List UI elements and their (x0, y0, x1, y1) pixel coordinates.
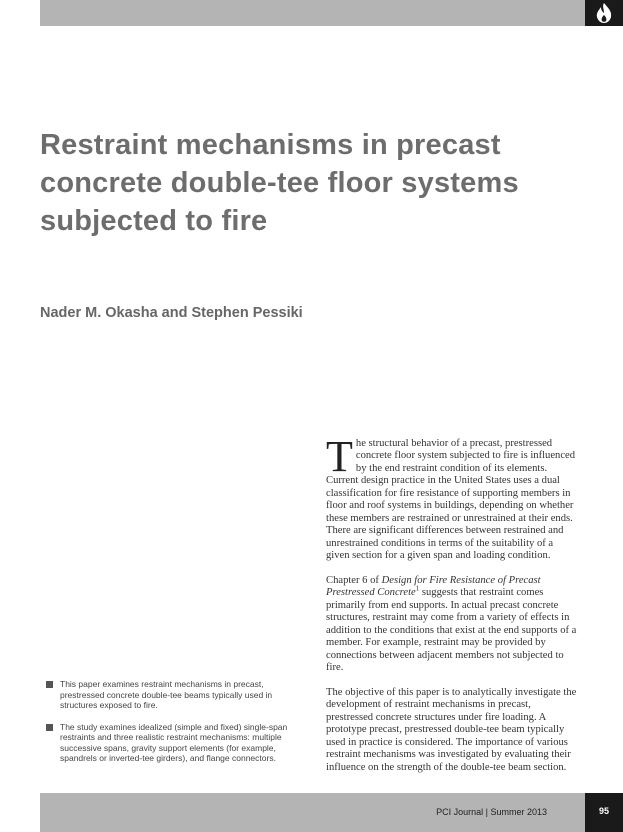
bullet-square-icon (46, 724, 53, 731)
reference-marker: 1 (415, 584, 420, 593)
footer-band (40, 793, 585, 832)
chapter-text-before: Chapter 6 of (326, 574, 382, 586)
footer-journal: PCI Journal | Summer 2013 (436, 807, 547, 817)
summary-bullet (46, 679, 308, 711)
summary-bullet-text: This paper examines restraint mechanisms in precast, prestressed concrete double-tee beams typically used in structures exposed to fire. (60, 679, 273, 710)
flame-icon (585, 0, 623, 26)
summary-bullet-text: The study examines idealized (simple and fixed) single-span restraints and three realistic restraint mechanisms: multiple successive spans, gravity support elements (for example, spandrels or inverted-tee girders), and flange connectors. (60, 721, 288, 763)
article-title: Restraint mechanisms in precast concrete double-tee floor systems subjected to fire (40, 129, 519, 237)
intro-paragraph (326, 432, 578, 563)
drop-cap: T (326, 432, 353, 481)
cited-title: Design for Fire Resistance of Precast Prestressed Concrete (326, 574, 541, 599)
body-text (326, 432, 578, 787)
chapter-text-after: suggests that restraint comes primarily from end supports. In actual precast concrete structures, restraint may come from a variety of effects in addition to the conditions that exist at the end supports of a member. For example, restraint may be provided by connections between adjacent members not subjected to fire. (326, 587, 577, 674)
intro-text: he structural behavior of a precast, prestressed concrete floor system subjected to fire is influenced by the end restraint condition of its elements. Current design practice in the United States uses a dual classification for fire resistance of supporting members in floor and roof systems in buildings, depending on whether these members are restrained or unrestrained at their ends. There are significant differences between restrained and unrestrained conditions in terms of the suitability of a given section for a given span and loading condition. (326, 438, 576, 562)
page-number: 95 (598, 806, 609, 816)
objective-paragraph: The objective of this paper is to analytically investigate the development of restraint mechanisms in precast, prestressed concrete structures under fire loading. A prototype precast, prestressed double-tee beam typically used in practice is considered. The importance of various restraint mechanisms was investigated by evaluating their influence on the strength of the double-tee beam section. (326, 687, 577, 773)
logo-box (585, 0, 623, 26)
article-authors: Nader M. Okasha and Stephen Pessiki (40, 305, 303, 321)
summary-bullet (46, 722, 308, 764)
chapter-paragraph (326, 575, 578, 675)
page-number-box (585, 793, 623, 832)
bullet-square-icon (46, 681, 53, 688)
summary-box (46, 679, 308, 775)
header-band (40, 0, 585, 26)
